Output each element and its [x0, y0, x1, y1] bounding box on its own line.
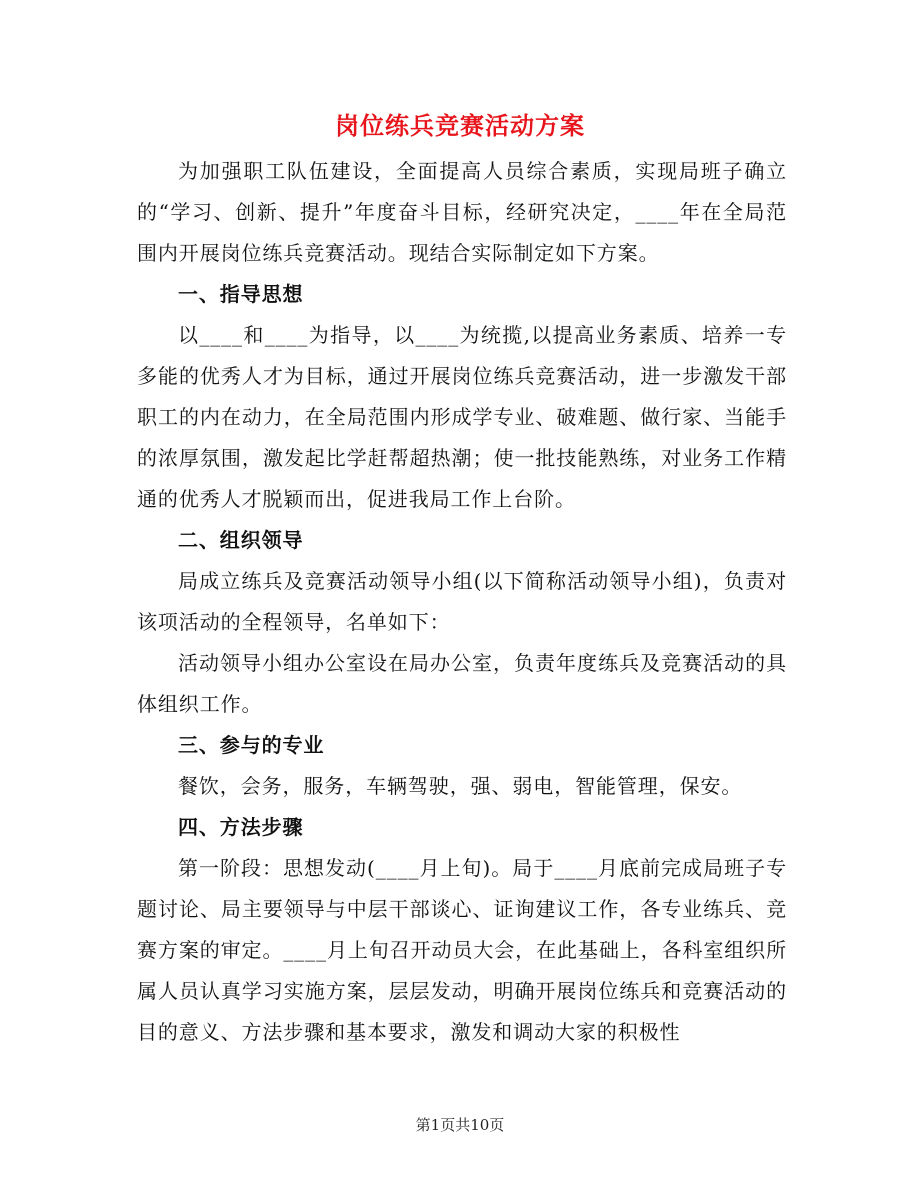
specialties-text: 餐饮，会务，服务，车辆驾驶，强、弱电，智能管理，保安。	[178, 774, 743, 798]
guiding-ideology-text: 以____和____为指导，以____为统揽,以提高业务素质、培养一专多能的优秀人才为目标，通过开展岗位练兵竞赛活动，进一步激发干部职工的内在动力，在全局范围内形成学专业、破难题、做行家、当能手的浓厚氛围，激发起比学赶帮超热潮；使一批技能熟练，对业务工作精通的优秀人才脱颖而出，促进我局工作上台阶。	[137, 323, 787, 511]
method-steps-text: 第一阶段：思想发动(____月上旬)。局于____月底前完成局班子专题讨论、局主要领导与中层干部谈心、证询建议工作，各专业练兵、竞赛方案的审定。____月上旬召开动员大会，在此基础上，各科室组织所属人员认真学习实施方案，层层发动，明确开展岗位练兵和竞赛活动的目的意义、方法步骤和基本要求，激发和调动大家的积极性	[137, 856, 787, 1044]
office-text: 活动领导小组办公室设在局办公室，负责年度练兵及竞赛活动的具体组织工作。	[137, 651, 787, 716]
intro-paragraph: 为加强职工队伍建设，全面提高人员综合素质，实现局班子确立的“学习、创新、提升”年度奋斗目标，经研究决定，____年在全局范围内开展岗位练兵竞赛活动。现结合实际制定如下方案。	[137, 159, 787, 265]
section-heading-2: 二、组织领导	[178, 528, 304, 552]
section-heading-1: 一、指导思想	[178, 282, 304, 306]
organization-text: 局成立练兵及竞赛活动领导小组(以下简称活动领导小组)，负责对该项活动的全程领导，名单如下：	[137, 569, 787, 634]
section-heading-4: 四、方法步骤	[178, 815, 304, 839]
document-body	[137, 151, 787, 1053]
page-number-footer: 第1页共10页	[415, 1116, 505, 1134]
section-heading-3: 三、参与的专业	[178, 733, 325, 757]
page-title: 岗位练兵竞赛活动方案	[335, 111, 585, 140]
